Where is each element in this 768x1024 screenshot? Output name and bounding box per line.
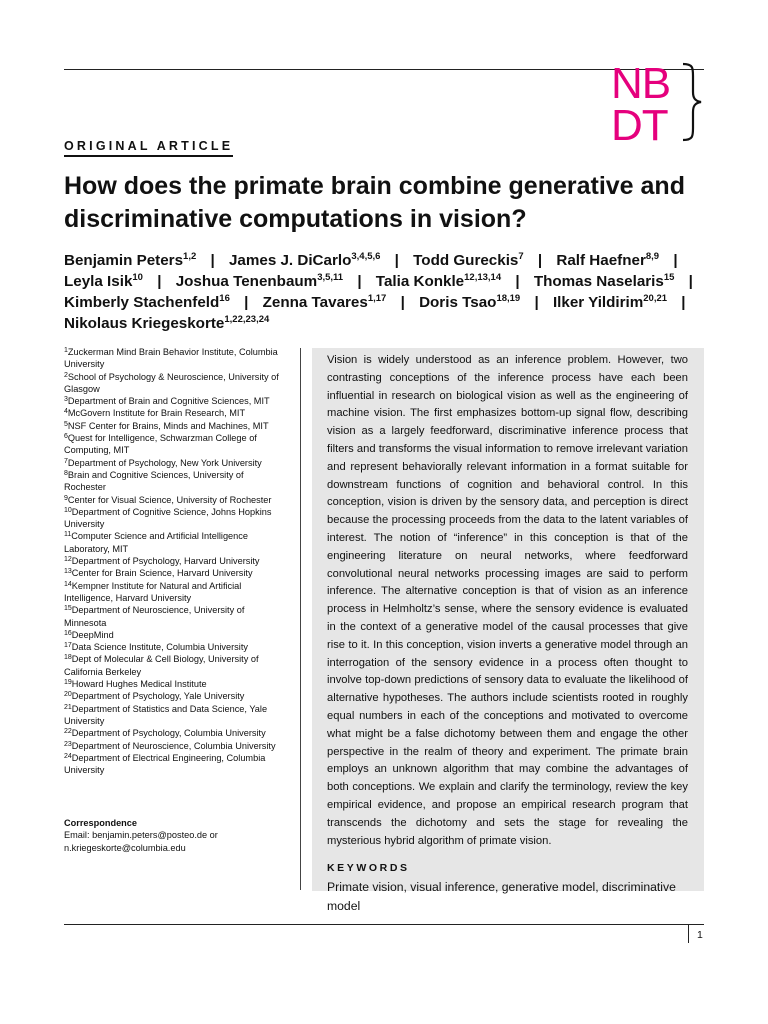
author-list (64, 250, 704, 334)
author-name: Joshua Tenenbaum$^{3,5,11}$ (175, 272, 344, 290)
correspondence-email-line-2: n.kriegeskorte@columbia.edu (64, 842, 186, 853)
author-affiliation-sup: 1,2 (183, 251, 197, 262)
column-divider (300, 348, 301, 890)
keywords-heading: KEYWORDS (327, 862, 410, 875)
affiliation-item: $^{13}$Center for Brain Science, Harvard University (64, 568, 253, 579)
author-affiliation-sup: 7 (518, 251, 524, 262)
affiliation-item: $^{22}$Department of Psychology, Columbia University (64, 728, 266, 739)
author-name: Benjamin Peters$^{1,2}$ (64, 251, 197, 269)
affiliation-item: $^1$Zuckerman Mind Brain Behavior Institute, Columbia University (64, 347, 278, 370)
author-name: Zenna Tavares$^{1,17}$ (262, 293, 387, 311)
author-affiliation-sup: 1,17 (367, 293, 387, 304)
author-separator: | (681, 294, 686, 311)
author-separator: | (534, 294, 539, 311)
author-name: Todd Gureckis$^7$ (413, 251, 524, 269)
author-name: Kimberly Stachenfeld$^{16}$ (64, 293, 230, 311)
author-separator: | (688, 273, 693, 290)
affiliation-item: $^{14}$Kempner Institute for Natural and Artificial Intelligence, Harvard University (64, 580, 242, 603)
author-separator: | (673, 252, 678, 269)
author-name: Doris Tsao$^{18,19}$ (419, 293, 521, 311)
footer-rule (64, 924, 704, 925)
affiliation-item: $^{10}$Department of Cognitive Science, Johns Hopkins University (64, 506, 272, 530)
affiliation-item: $^3$Department of Brain and Cognitive Sciences, MIT (64, 396, 270, 407)
keywords-text: Primate vision, visual inference, generative model, discriminative model (327, 880, 676, 914)
affiliation-item: $^{24}$Department of Electrical Engineering, Columbia University (64, 752, 266, 776)
affiliation-item: $^4$McGovern Institute for Brain Research, MIT (64, 408, 246, 419)
affiliation-item: $^{21}$Department of Statistics and Data Science, Yale University (64, 703, 268, 726)
author-affiliation-sup: 18,19 (496, 293, 521, 304)
author-name: Thomas Naselaris$^{15}$ (533, 272, 675, 290)
page-number-divider (688, 924, 689, 943)
correspondence-heading: Correspondence (64, 818, 138, 828)
curly-brace-icon (677, 62, 703, 142)
abstract-text: Vision is widely understood as an inference problem. However, two contrasting conceptions of the inference process have each been influential in research on biological vision as well as the engineering of machine vision. The first emphasizes bottom-up signal flow, describing vision as a largely feedforward, discriminative inference process that filters and transforms the visual information to remove irrelevant variation and represent behaviorally relevant information in a format suitable for downstream functions of cognition and behavioral control. In this conception, vision is driven by the sensory data, and perception is direct because the processing proceeds from the data to the latent variables of interest. The notion of “inference” in this conception is that of the engineering literature on neural networks, where feedforward convolutional neural networks processing images are said to perform inference. The alternative conception is that of vision as an inference process in Helmholtz’s sense, where the sensory evidence is evaluated in the context of a generative model of the causal processes that give rise to it. In this conception, vision inverts a generative model through an interrogation of the sensory evidence in a process often thought to involve top-down predictions of sensory data to evaluate the likelihood of alternative hypotheses. The authors include scientists rooted in roughly equal numbers in each of the conceptions and motivated to overcome what might be a false dichotomy between them and engage the other perspective in the realm of theory and experiment. The primate brain employs an unknown algorithm that may combine the advantages of both conceptions. We explain and clarify the terminology, review the key empirical evidence, and propose an empirical research program that transcends the dichotomy and sets the stage for revealing the mysterious hybrid algorithm of primate vision. (327, 354, 688, 847)
author-name: James J. DiCarlo$^{3,4,5,6}$ (228, 251, 381, 269)
affiliation-item: $^{15}$Department of Neuroscience, University of Minnesota (64, 605, 245, 628)
journal-logo (611, 59, 707, 150)
correspondence-email-line-1: Email: benjamin.peters@posteo.de or (64, 830, 218, 841)
affiliation-item: $^{11}$Computer Science and Artificial Intelligence Laboratory, MIT (64, 531, 248, 554)
affiliation-item: $^9$Center for Visual Science, University of Rochester (64, 494, 272, 505)
header-rule (64, 69, 704, 70)
affiliation-item: $^{18}$Dept of Molecular & Cell Biology, University of California Berkeley (64, 654, 259, 677)
author-name: Leyla Isik$^{10}$ (64, 272, 143, 290)
author-separator: | (210, 252, 215, 269)
author-affiliation-sup: 8,9 (645, 251, 660, 262)
logo-text-dt: DT (611, 101, 668, 150)
article-type-label: ORIGINAL ARTICLE (64, 139, 233, 157)
affiliation-item: $^6$Quest for Intelligence, Schwarzman College of Computing, MIT (64, 433, 257, 456)
abstract-panel (312, 348, 704, 914)
author-affiliation-sup: 10 (132, 272, 143, 283)
author-separator: | (515, 273, 520, 290)
affiliation-item: $^{17}$Data Science Institute, Columbia University (64, 642, 248, 653)
author-affiliation-sup: 20,21 (643, 293, 668, 304)
logo-text-nb: NB (611, 59, 671, 108)
affiliation-item: $^7$Department of Psychology, New York University (64, 457, 262, 468)
article-title: How does the primate brain combine generative and discriminative computations in vision? (64, 172, 685, 233)
author-name: Nikolaus Kriegeskorte$^{1,22,23,24}$ (64, 314, 270, 332)
author-name: Talia Konkle$^{12,13,14}$ (375, 272, 502, 290)
affiliation-item: $^{20}$Department of Psychology, Yale University (64, 691, 245, 702)
affiliation-item: $^{12}$Department of Psychology, Harvard University (64, 556, 260, 567)
affiliation-item: $^5$NSF Center for Brains, Minds and Machines, MIT (64, 420, 269, 431)
affiliations-list (64, 346, 286, 776)
author-name: Ralf Haefner$^{8,9}$ (556, 251, 660, 269)
author-separator: | (400, 294, 405, 311)
affiliation-item: $^8$Brain and Cognitive Sciences, University of Rochester (64, 469, 244, 493)
page-number: 1 (697, 929, 703, 941)
author-affiliation-sup: 3,5,11 (317, 272, 344, 283)
author-separator: | (157, 273, 162, 290)
author-affiliation-sup: 12,13,14 (464, 272, 502, 283)
author-separator: | (537, 252, 543, 269)
author-affiliation-sup: 15 (663, 272, 675, 283)
author-separator: | (244, 294, 249, 311)
author-separator: | (394, 252, 399, 269)
affiliation-item: $^{19}$Howard Hughes Medical Institute (64, 679, 207, 690)
correspondence-block (64, 817, 286, 854)
affiliation-item: $^2$School of Psychology & Neuroscience, University of Glasgow (64, 371, 279, 394)
author-affiliation-sup: 16 (219, 293, 230, 304)
affiliation-item: $^{23}$Department of Neuroscience, Columbia University (64, 740, 276, 751)
author-name: Ilker Yildirim$^{20,21}$ (552, 293, 668, 311)
author-separator: | (357, 273, 362, 290)
author-affiliation-sup: 3,4,5,6 (351, 251, 381, 262)
author-affiliation-sup: 1,22,23,24 (224, 314, 270, 325)
affiliation-item: $^{16}$DeepMind (64, 629, 114, 640)
